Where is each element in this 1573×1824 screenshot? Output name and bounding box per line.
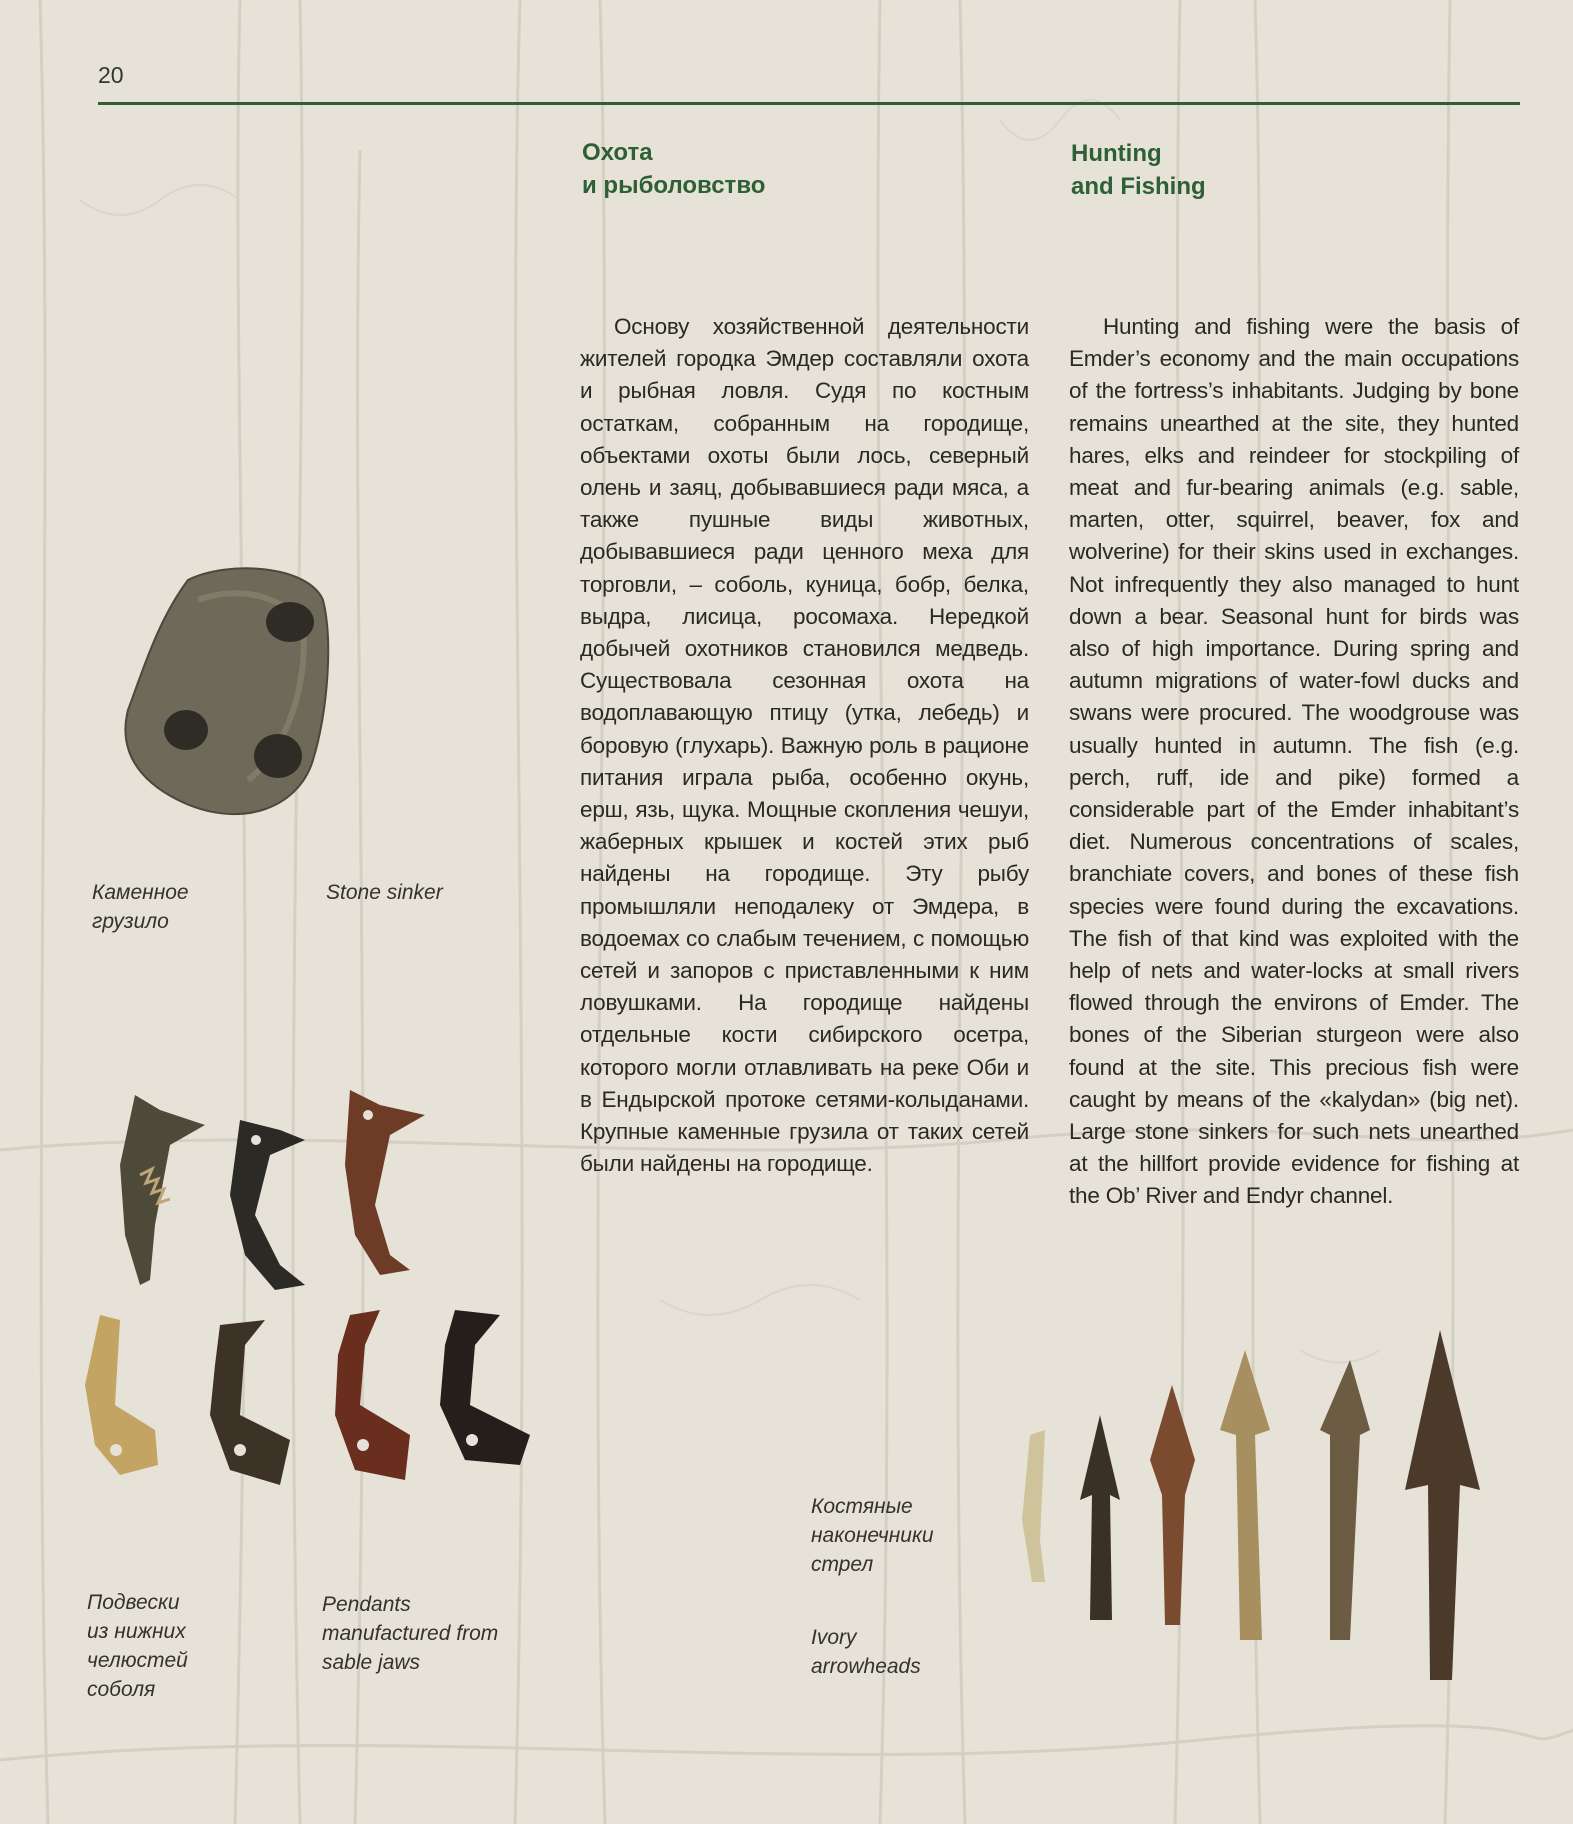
caption-line: из нижних bbox=[87, 1620, 186, 1643]
caption-line: arrowheads bbox=[811, 1655, 921, 1678]
caption-line: соболя bbox=[87, 1678, 156, 1701]
heading-ru-line1: Охота bbox=[582, 139, 653, 166]
caption-line: стрел bbox=[811, 1553, 874, 1576]
body-text-english bbox=[1069, 311, 1519, 1213]
arrowhead-3 bbox=[1150, 1385, 1195, 1625]
heading-en-line1: Hunting bbox=[1071, 140, 1162, 167]
heading-ru-line2: и рыболовство bbox=[582, 172, 766, 199]
arrowhead-1 bbox=[1022, 1430, 1045, 1582]
caption-sinker-ru bbox=[92, 878, 189, 936]
body-paragraph-ru: Основу хозяйственной деятельности жителей городка Эмдер составляли охота и рыбная ловля. Судя по костным остаткам, собранным на городище, объектами охоты были лось, северный олень и заяц, добывавшиеся ради мяса, а также пушные виды животных, добывавшиеся ради ценного меха для торговли, – соболь, куница, бобр, белка, выдра, лисица, росомаха. Нередкой добычей охотников становился медведь. Существовала сезонная охота на водоплавающую птицу (утка, лебедь) и боровую (глухарь). Важную роль в рационе питания играла рыба, особенно окунь, ерш, язь, щука. Мощные скопления чешуи, жаберных крышек и костей этих рыб найдены на городище. Эту рыбу промышляли неподалеку от Эмдера, в водоемах со слабым течением, с помощью сетей и запоров с приставленными к ним ловушками. На городище найдены отдельные кости сибирского осетра, которого могли отлавливать на реке Оби и в Ендырской протоке сетями-колыданами. Крупные каменные грузила от таких сетей были найдены на городище. bbox=[580, 314, 1029, 1177]
caption-arrowheads-en bbox=[811, 1623, 921, 1681]
page-number: 20 bbox=[98, 62, 124, 88]
caption-line: челюстей bbox=[87, 1649, 188, 1672]
heading-russian bbox=[582, 136, 765, 202]
heading-english bbox=[1071, 137, 1206, 203]
caption-line: Ivory bbox=[811, 1626, 857, 1649]
body-text-russian bbox=[580, 311, 1029, 1180]
arrowhead-6 bbox=[1405, 1330, 1480, 1680]
caption-line: Подвески bbox=[87, 1591, 180, 1614]
body-paragraph-en: Hunting and fishing were the basis of Emder’s economy and the main occupations of the fortress’s inhabitants. Judging by bone remains unearthed at the site, they hunted hares, elks and reindeer for stockpiling of meat and fur-bearing animals (e.g. sable, marten, otter, squirrel, beaver, fox and wolverine) for their skins used in exchanges. Not infrequently they also managed to hunt down a bear. Seasonal hunt for birds was also of high importance. During spring and autumn migrations of water-fowl ducks and swans were procured. The woodgrouse was usually hunted in autumn. The fish (e.g. perch, ruff, ide and pike) formed a considerable part of the Emder inhabitant’s diet. Numerous concentrations of scales, branchiate covers, and bones of these fish species were found during the excavations. The fish of that kind was exploited with the help of nets and water-locks at small rivers flowed through the environs of Emder. The bones of the Siberian sturgeon were also found at the site. This precious fish were caught by means of the «kalydan» (big net). Large stone sinkers for such nets unearthed at the hillfort provide evidence for fishing at the Ob’ River and Endyr channel. bbox=[1069, 314, 1519, 1209]
jaw-pendant-6 bbox=[335, 1310, 410, 1480]
jaw-pendant-5 bbox=[210, 1320, 290, 1485]
jaw-pendant-3 bbox=[345, 1090, 425, 1275]
jaw-pendant-2 bbox=[230, 1120, 305, 1290]
caption-line: manufactured from bbox=[322, 1622, 499, 1645]
caption-line: Stone sinker bbox=[326, 881, 443, 904]
arrowhead-2 bbox=[1080, 1415, 1120, 1620]
caption-pendants-ru bbox=[87, 1588, 188, 1704]
jaw-pendants-photo bbox=[80, 1085, 550, 1525]
caption-line: Pendants bbox=[322, 1593, 411, 1616]
jaw-pendant-7 bbox=[440, 1310, 530, 1465]
heading-en-line2: and Fishing bbox=[1071, 173, 1206, 200]
caption-line: Каменное bbox=[92, 881, 189, 904]
caption-arrowheads-ru bbox=[811, 1492, 934, 1579]
header-rule bbox=[98, 102, 1520, 105]
jaw-pendant-1 bbox=[120, 1095, 205, 1285]
caption-line: Костяные bbox=[811, 1495, 913, 1518]
arrowhead-5 bbox=[1320, 1360, 1370, 1640]
arrowheads-photo bbox=[1000, 1320, 1520, 1700]
stone-sinker-photo bbox=[118, 560, 348, 830]
arrowhead-4 bbox=[1220, 1350, 1270, 1640]
caption-line: наконечники bbox=[811, 1524, 934, 1547]
caption-line: грузило bbox=[92, 910, 169, 933]
caption-sinker-en bbox=[326, 878, 443, 907]
caption-pendants-en bbox=[322, 1590, 498, 1677]
jaw-pendant-4 bbox=[85, 1315, 158, 1475]
caption-line: sable jaws bbox=[322, 1651, 421, 1674]
